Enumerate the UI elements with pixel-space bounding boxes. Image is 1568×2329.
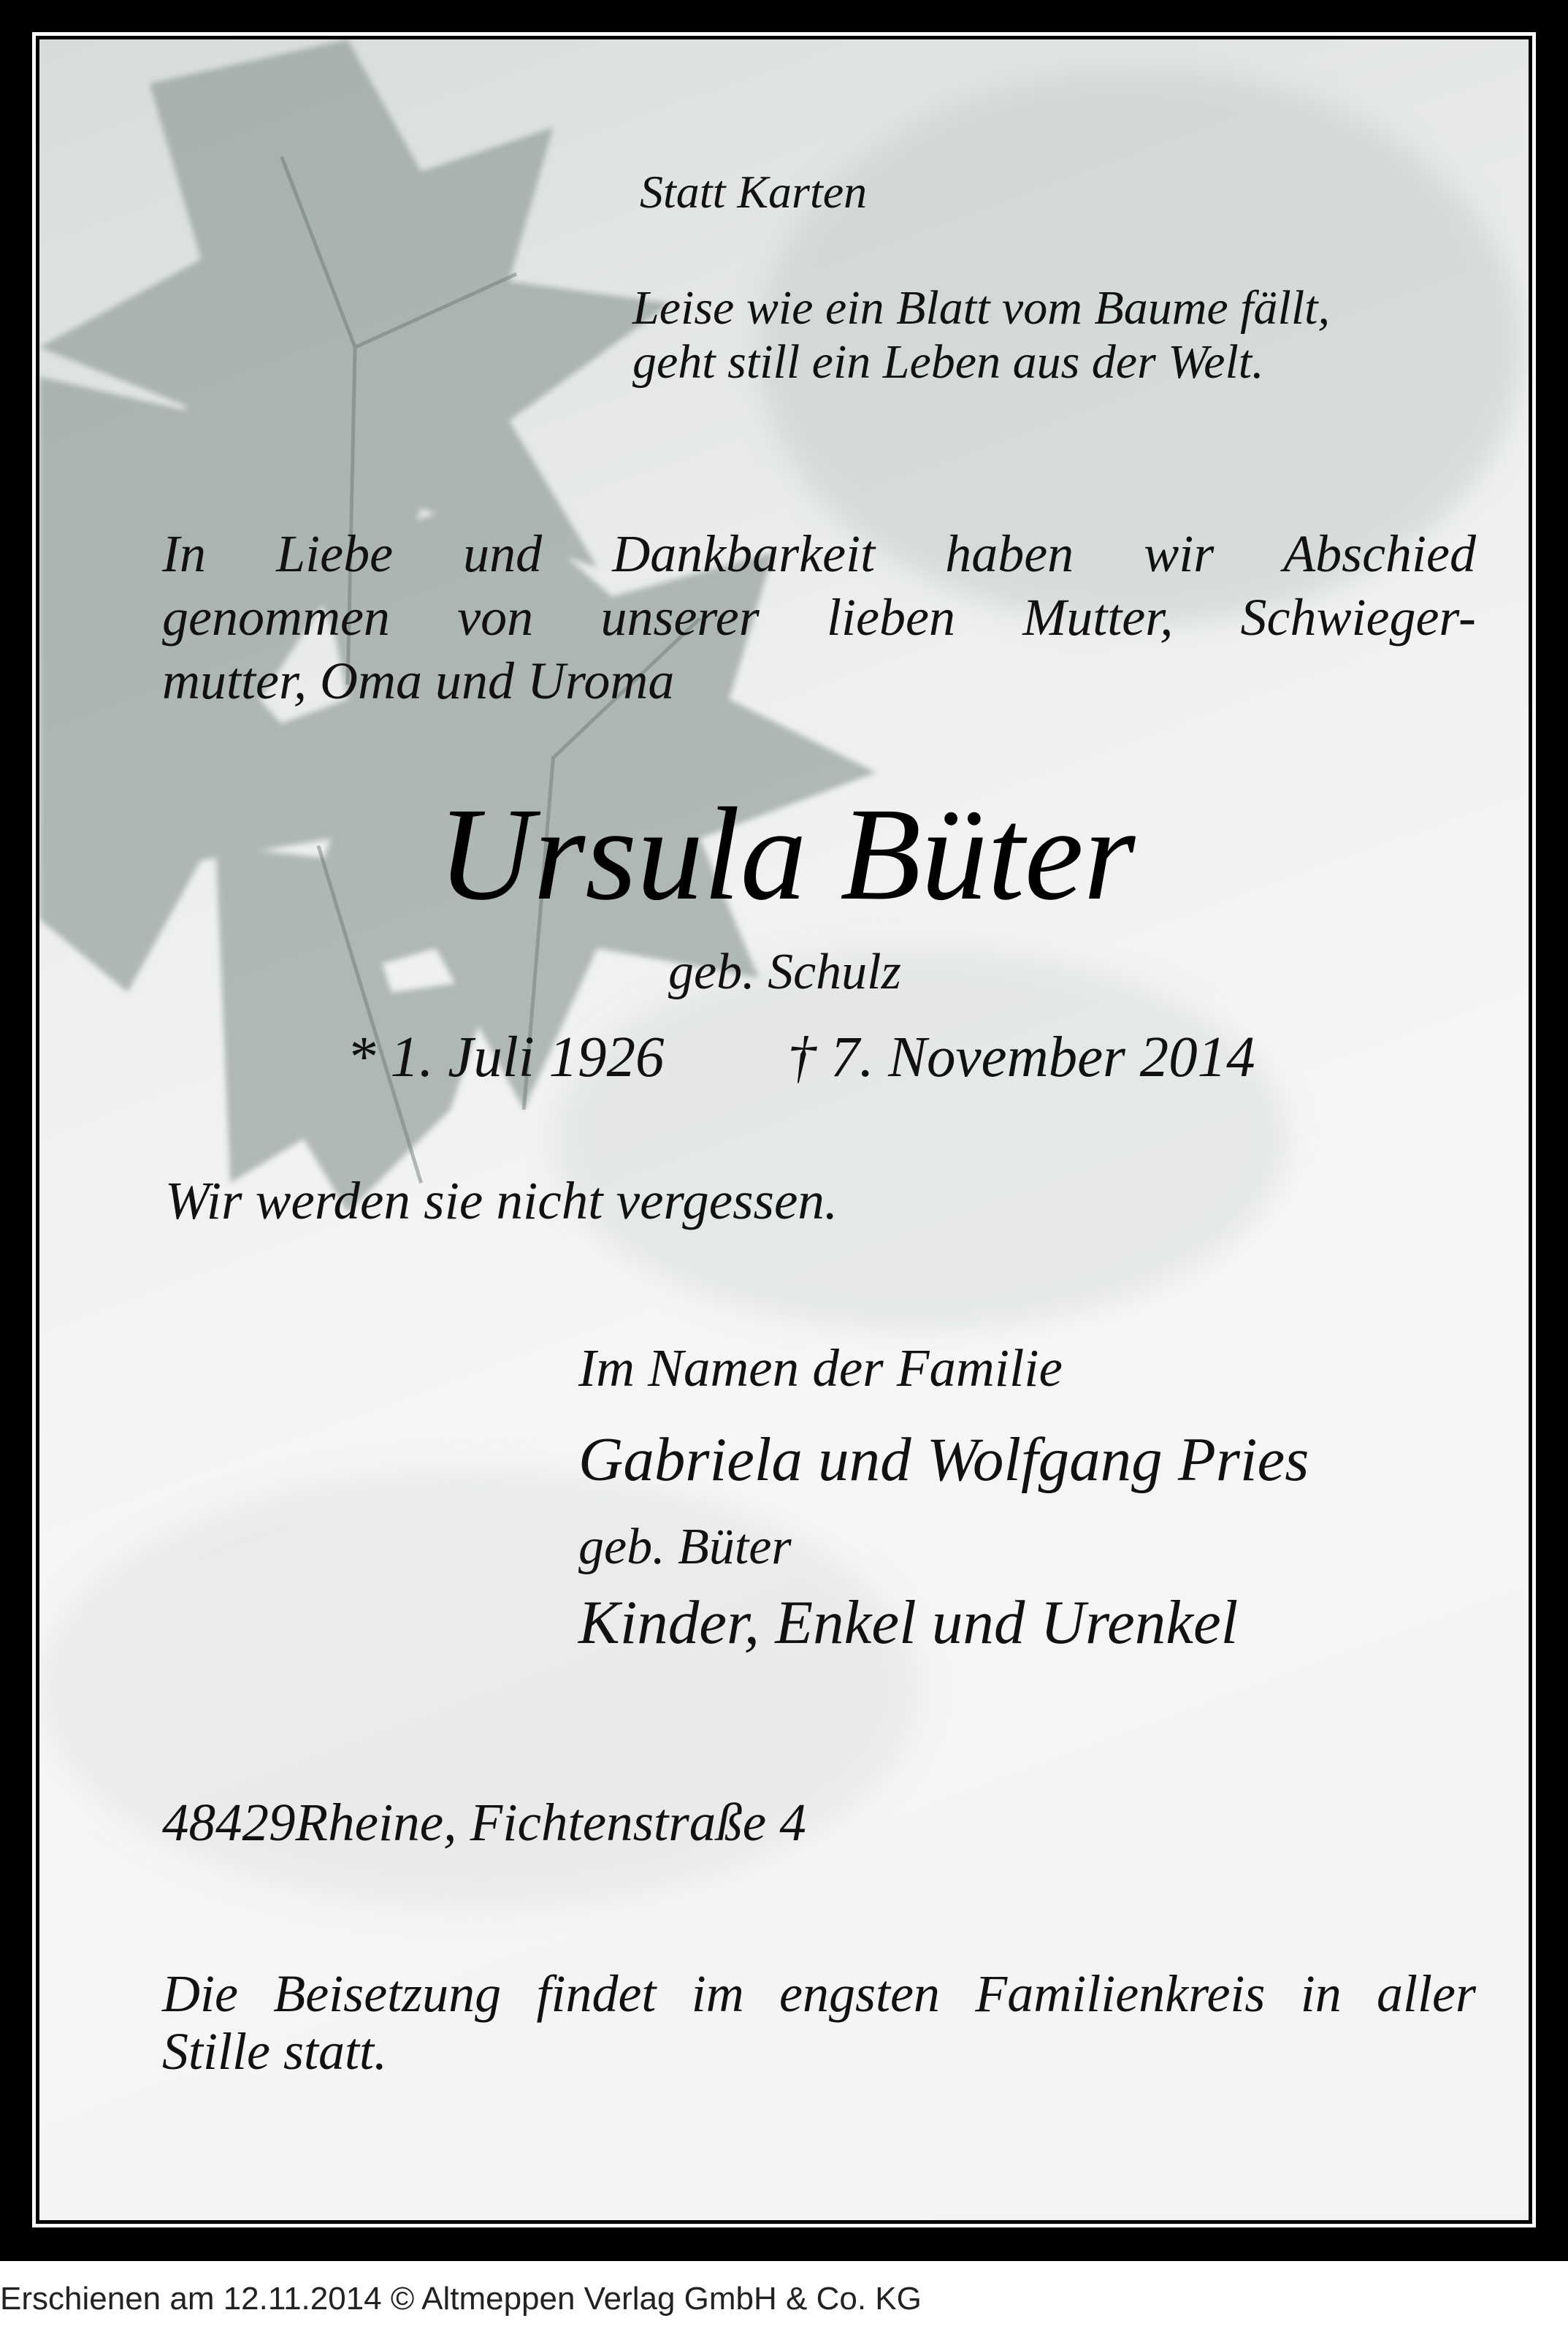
notice-border-gap (32, 32, 1536, 2227)
address-line: 48429Rheine, Fichtenstraße 4 (162, 1793, 806, 1852)
verse-line-2: geht still ein Leben aus der Welt. (632, 335, 1264, 389)
mourners-names: Gabriela und Wolfgang Pries (578, 1425, 1309, 1494)
deceased-name: Ursula Büter (437, 781, 1136, 928)
verse-line-1: Leise wie ein Blatt vom Baume fällt, (632, 281, 1331, 335)
death-date: † 7. November 2014 (787, 1026, 1255, 1089)
statt-karten-label: Statt Karten (640, 166, 868, 218)
publication-footer: Erschienen am 12.11.2014 © Altmeppen Verlag GmbH & Co. KG (0, 2281, 922, 2317)
maiden-name: geb. Schulz (668, 944, 901, 1000)
burial-line-2: Stille statt. (162, 2022, 388, 2081)
obituary-notice (36, 36, 1532, 2224)
announcement-line-2: genommen von unserer lieben Mutter, Schwieger- (162, 588, 1476, 647)
mourners-maiden-name: geb. Büter (578, 1519, 792, 1575)
burial-line-1: Die Beisetzung findet im engsten Familienkreis in aller (162, 1964, 1476, 2023)
on-behalf-label: Im Namen der Familie (578, 1338, 1063, 1398)
birth-date: * 1. Juli 1926 (347, 1026, 665, 1089)
announcement-line-3: mutter, Oma und Uroma (162, 652, 675, 710)
remembrance-line: Wir werden sie nicht vergessen. (165, 1171, 838, 1230)
announcement-line-1: In Liebe und Dankbarkeit haben wir Abschied (162, 525, 1476, 583)
relatives-line: Kinder, Enkel und Urenkel (578, 1588, 1239, 1657)
